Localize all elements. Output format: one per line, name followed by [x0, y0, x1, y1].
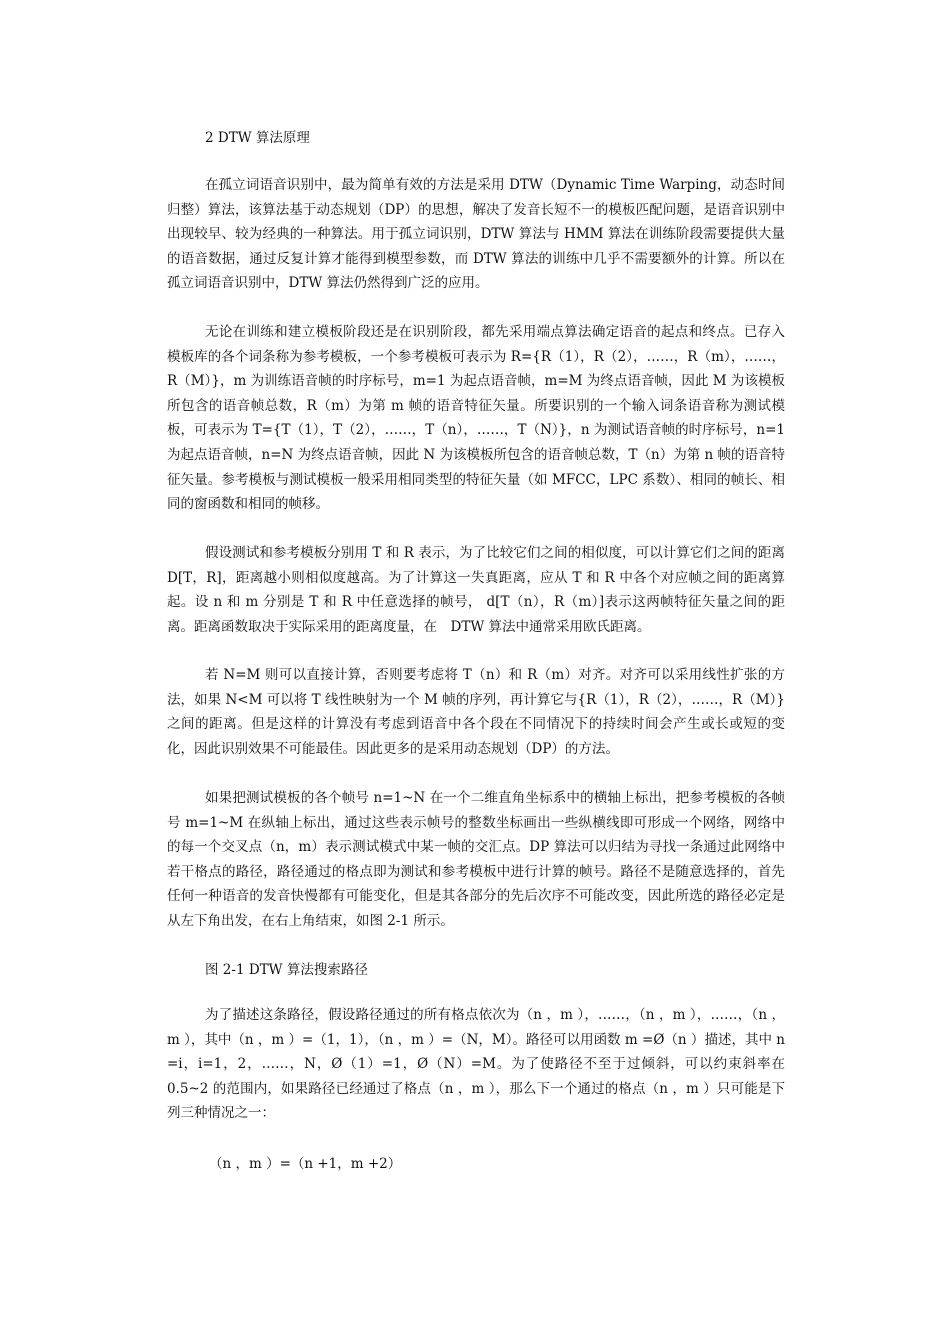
- paragraph-dp-grid: 如果把测试模板的各个帧号 n=1~N 在一个二维直角坐标系中的横轴上标出，把参考模板的各帧号 m=1~M 在纵轴上标出，通过这些表示帧号的整数坐标画出一些纵横线即可形成一个网络，网络中的每一个交叉点（n，m）表示测试模式中某一帧的交汇点。DP 算法可以归结为寻找一条通过此网络中若干格点的路径，路径通过的格点即为测试和参考模板中进行计算的帧号。路径不是随意选择的，首先任何一种语音的发音快慢都有可能变化，但是其各部分的先后次序不可能改变，因此所选的路径必定是从左下角出发，在右上角结束，如图 2-1 所示。: [167, 790, 785, 929]
- paragraph-intro: 在孤立词语音识别中，最为简单有效的方法是采用 DTW（Dynamic Time Warping，动态时间归整）算法，该算法基于动态规划（DP）的思想，解决了发音长短不一的模板匹配问题，是语音识别中出现较早、较为经典的一种算法。用于孤立词识别，DTW 算法与 HMM 算法在训练阶段需要提供大量的语音数据，通过反复计算才能得到模型参数，而 DTW 算法的训练中几乎不需要额外的计算。所以在孤立词语音识别中，DTW 算法仍然得到广泛的应用。: [167, 177, 785, 292]
- paragraph-distance: 假设测试和参考模板分别用 T 和 R 表示，为了比较它们之间的相似度，可以计算它们之间的距离 D[T，R]，距离越小则相似度越高。为了计算这一失真距离，应从 T 和 R 中各个对应帧之间的距离算起。设 n 和 m 分别是 T 和 R 中任意选择的帧号， d[T（n），R（m）]表示这两帧特征矢量之间的距离。距离函数取决于实际采用的距离度量，在 DTW 算法中通常采用欧氏距离。: [167, 545, 785, 635]
- section-heading: 2 DTW 算法原理: [205, 130, 310, 146]
- paragraph-alignment: 若 N=M 则可以直接计算，否则要考虑将 T（n）和 R（m）对齐。对齐可以采用线性扩张的方法，如果 N<M 可以将 T 线性映射为一个 M 帧的序列，再计算它与{R（1），R（2），……，R（M）}之间的距离。但是这样的计算没有考虑到语音中各个段在不同情况下的持续时间会产生或长或短的变化，因此识别效果不可能最佳。因此更多的是采用动态规划（DP）的方法。: [167, 667, 785, 757]
- paragraph-templates: 无论在训练和建立模板阶段还是在识别阶段，都先采用端点算法确定语音的起点和终点。已存入模板库的各个词条称为参考模板，一个参考模板可表示为 R={R（1），R（2），……，R（m），……，R（M）}，m 为训练语音帧的时序标号，m=1 为起点语音帧，m=M 为终点语音帧，因此 M 为该模板所包含的语音帧总数，R（m）为第 m 帧的语音特征矢量。所要识别的一个输入词条语音称为测试模板，可表示为 T={T（1），T（2），……，T（n），……，T（N）}，n 为测试语音帧的时序标号，n=1 为起点语音帧，n=N 为终点语音帧，因此 N 为该模板所包含的语音帧总数，T（n）为第 n 帧的语音特征矢量。参考模板与测试模板一般采用相同类型的特征矢量（如 MFCC，LPC 系数）、相同的帧长、相同的窗函数和相同的帧移。: [167, 324, 785, 513]
- figure-caption: 图 2-1 DTW 算法搜索路径: [205, 962, 368, 978]
- formula-line: （n ，m ）=（n +1，m +2）: [209, 1156, 402, 1172]
- paragraph-path: 为了描述这条路径，假设路径通过的所有格点依次为（n ，m ），……，（n ，m ），……，（n ，m ），其中（n ，m ）=（1，1），（n ，m ）=（N，M）。路径可以用函数 m =Ø（n ）描述，其中 n =i，i=1，2，……，N，Ø（1）=1，Ø（N）=M。为了使路径不至于过倾斜，可以约束斜率在 0.5~2 的范围内，如果路径已经通过了格点（n ，m ），那么下一个通过的格点（n ，m ）只可能是下列三种情况之一：: [167, 1007, 785, 1122]
